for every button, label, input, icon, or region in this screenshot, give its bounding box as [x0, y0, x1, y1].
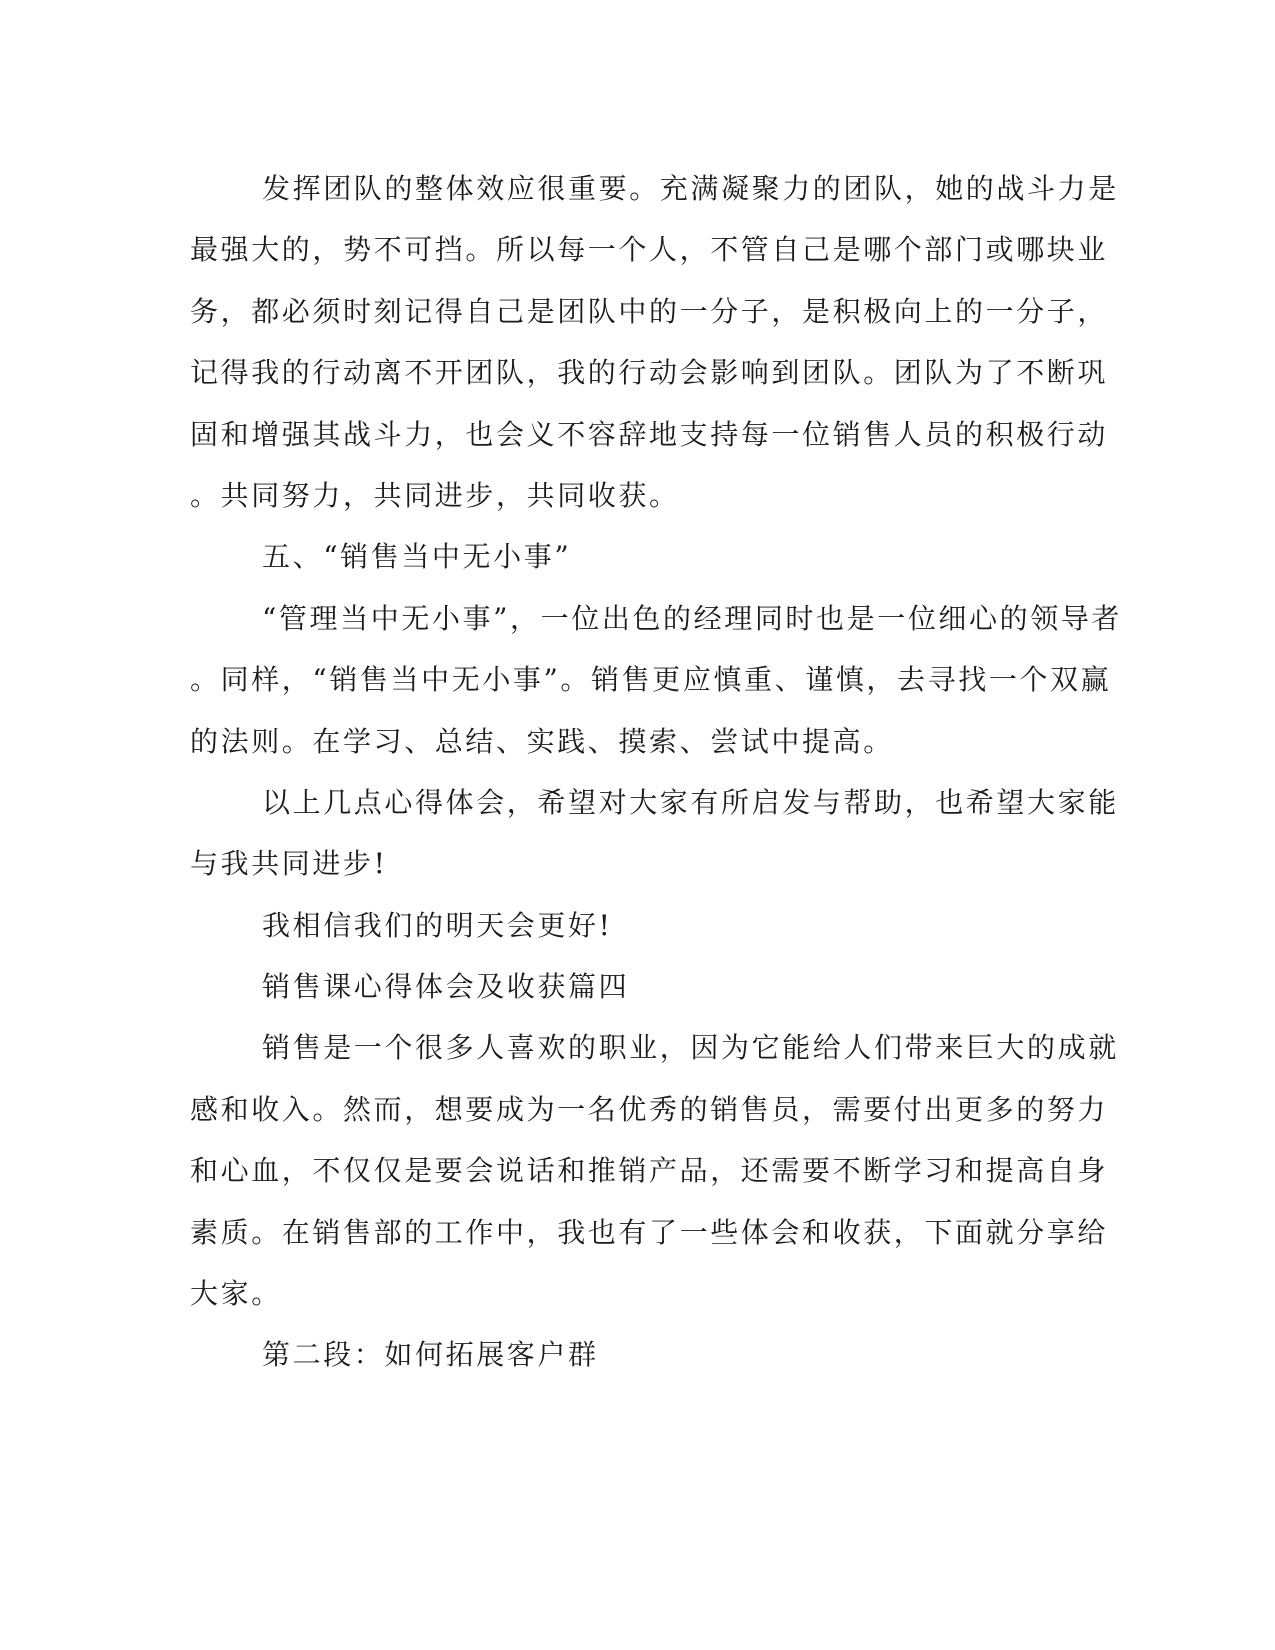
text-line: 销售是一个很多人喜欢的职业，因为它能给人们带来巨大的成就 — [262, 1031, 1119, 1065]
section-heading: 第二段：如何拓展客户群 — [262, 1338, 599, 1372]
text-line: 最强大的，势不可挡。所以每一个人，不管自己是哪个部门或哪块业 — [190, 233, 1109, 267]
text-line: 感和收入。然而，想要成为一名优秀的销售员，需要付出更多的努力 — [190, 1092, 1109, 1126]
text-line: 大家。 — [190, 1277, 282, 1311]
document-body — [190, 158, 1123, 1386]
text-line: “管理当中无小事”，一位出色的经理同时也是一位细心的领导者 — [262, 601, 1123, 635]
text-line: 和心血，不仅仅是要会说话和推销产品，还需要不断学习和提高自身 — [190, 1154, 1109, 1188]
text-line: 记得我的行动离不开团队，我的行动会影响到团队。团队为了不断巩 — [190, 356, 1109, 390]
text-line: 。同样，“销售当中无小事”。销售更应慎重、谨慎，去寻找一个双赢 — [190, 663, 1112, 697]
text-line: 发挥团队的整体效应很重要。充满凝聚力的团队，她的战斗力是 — [262, 172, 1119, 205]
text-line: 我相信我们的明天会更好! — [262, 908, 613, 942]
text-line: 与我共同进步! — [190, 847, 388, 881]
text-line: 以上几点心得体会，希望对大家有所启发与帮助，也希望大家能 — [262, 785, 1119, 819]
text-line: 素质。在销售部的工作中，我也有了一些体会和收获，下面就分享给 — [190, 1215, 1109, 1249]
section-heading: 五、“销售当中无小事” — [262, 540, 572, 574]
text-line: 固和增强其战斗力，也会义不容辞地支持每一位销售人员的积极行动 — [190, 417, 1109, 451]
text-line: 。共同努力，共同进步，共同收获。 — [190, 478, 680, 512]
section-heading: 销售课心得体会及收获篇四 — [262, 970, 630, 1004]
text-line: 务，都必须时刻记得自己是团队中的一分子，是积极向上的一分子， — [190, 294, 1109, 328]
text-line: 的法则。在学习、总结、实践、摸索、尝试中提高。 — [190, 724, 894, 758]
